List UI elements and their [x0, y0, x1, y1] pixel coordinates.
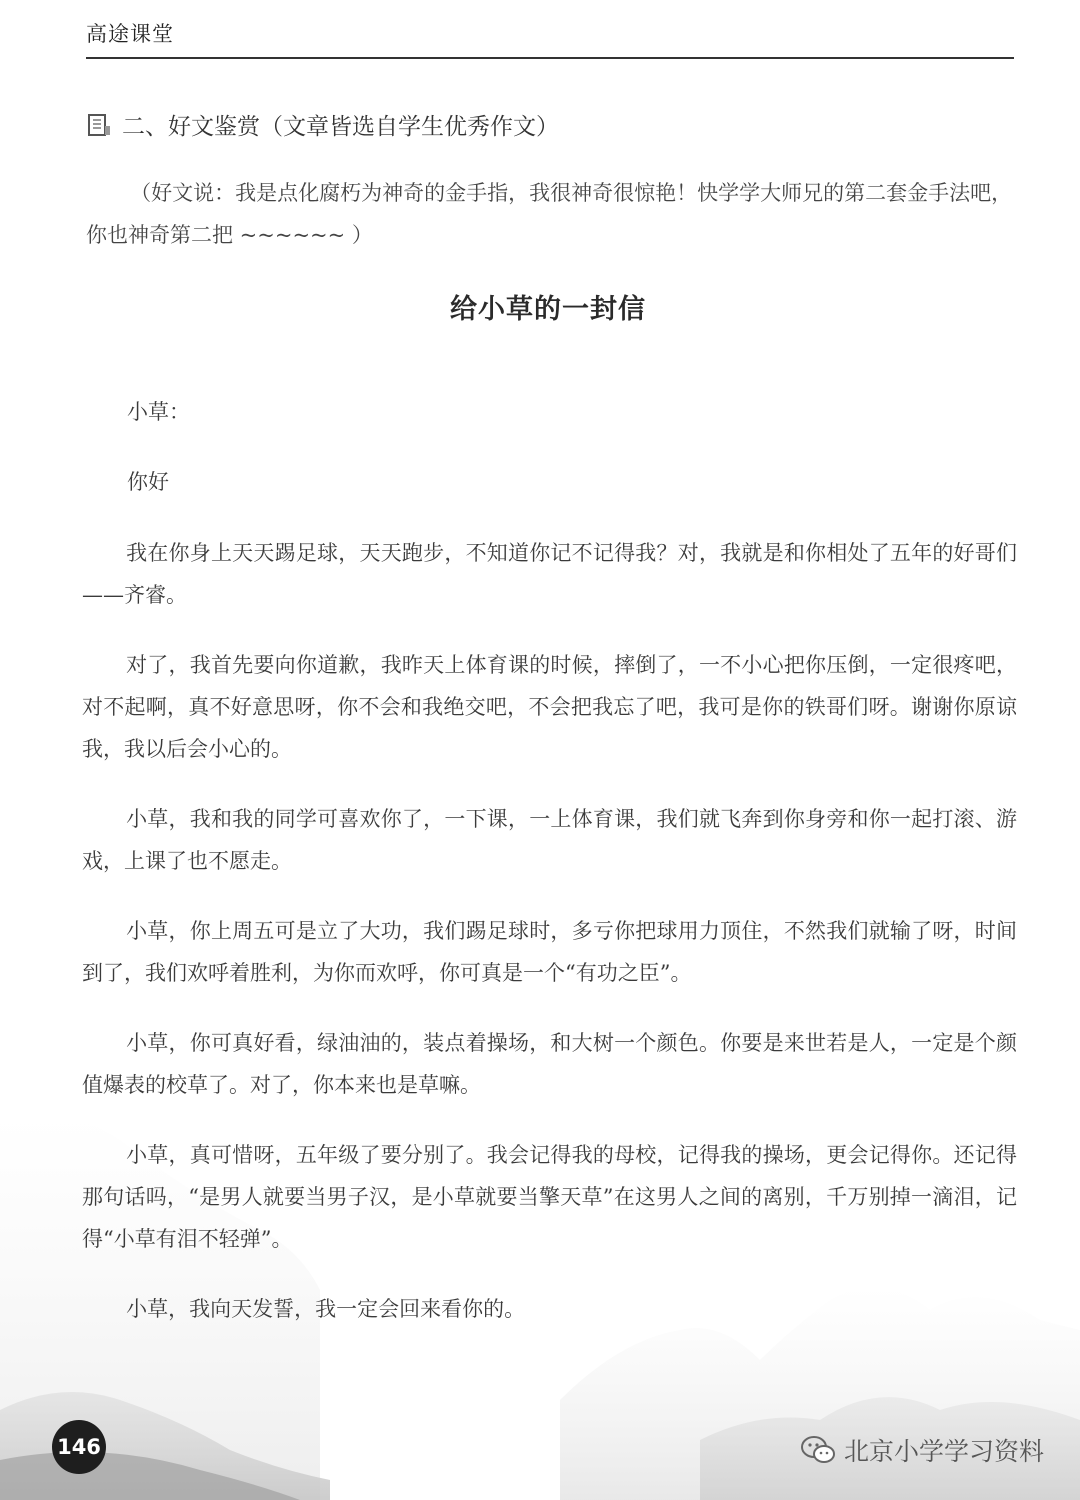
header-divider	[86, 57, 1014, 59]
paragraph-4: 小草，你上周五可是立了大功，我们踢足球时，多亏你把球用力顶住，不然我们就输了呀，时间到了，我们欢呼着胜利，为你而欢呼，你可真是一个“有功之臣”。	[82, 919, 1017, 985]
letter-salutation: 小草：	[127, 400, 190, 424]
paragraph-1: 我在你身上天天踢足球，天天跑步，不知道你记不记得我？对，我就是和你相处了五年的好哥们——齐睿。	[82, 541, 1017, 607]
watermark	[800, 1432, 1044, 1468]
watermark-text: 北京小学学习资料	[843, 1437, 1044, 1466]
paragraph-2: 对了，我首先要向你道歉，我昨天上体育课的时候，摔倒了，一不小心把你压倒，一定很疼吧，对不起啊，真不好意思呀，你不会和我绝交吧，不会把我忘了吧，我可是你的铁哥们呀。谢谢你原谅我，我以后会小心的。	[82, 653, 1017, 761]
page-number-badge	[52, 1420, 106, 1474]
intro-note: （好文说：我是点化腐朽为神奇的金手指，我很神奇很惊艳！快学学大师兄的第二套金手法吧，你也神奇第二把 ~~~~~~ ）	[86, 181, 1013, 247]
book-icon	[86, 112, 112, 138]
paragraph-3: 小草，我和我的同学可喜欢你了，一下课，一上体育课，我们就飞奔到你身旁和你一起打滚、游戏，上课了也不愿走。	[82, 807, 1017, 873]
page-number: 146	[57, 1435, 101, 1459]
header-title: 高途课堂	[86, 22, 174, 46]
paragraph-5: 小草，你可真好看，绿油油的，装点着操场，和大树一个颜色。你要是来世若是人，一定是个颜值爆表的校草了。对了，你本来也是草嘛。	[82, 1031, 1017, 1097]
letter-greeting: 你好	[127, 470, 169, 494]
section-heading	[86, 108, 559, 141]
paragraph-7: 小草，我向天发誓，我一定会回来看你的。	[126, 1297, 526, 1321]
wechat-icon	[800, 1435, 836, 1465]
section-heading-text: 二、好文鉴赏（文章皆选自学生优秀作文）	[122, 114, 559, 140]
article-title: 给小草的一封信	[450, 294, 646, 325]
paragraph-6: 小草，真可惜呀，五年级了要分别了。我会记得我的母校，记得我的操场，更会记得你。还记得那句话吗，“是男人就要当男子汉，是小草就要当擎天草”在这男人之间的离别，千万别掉一滴泪，记得“小草有泪不轻弹”。	[82, 1143, 1017, 1251]
